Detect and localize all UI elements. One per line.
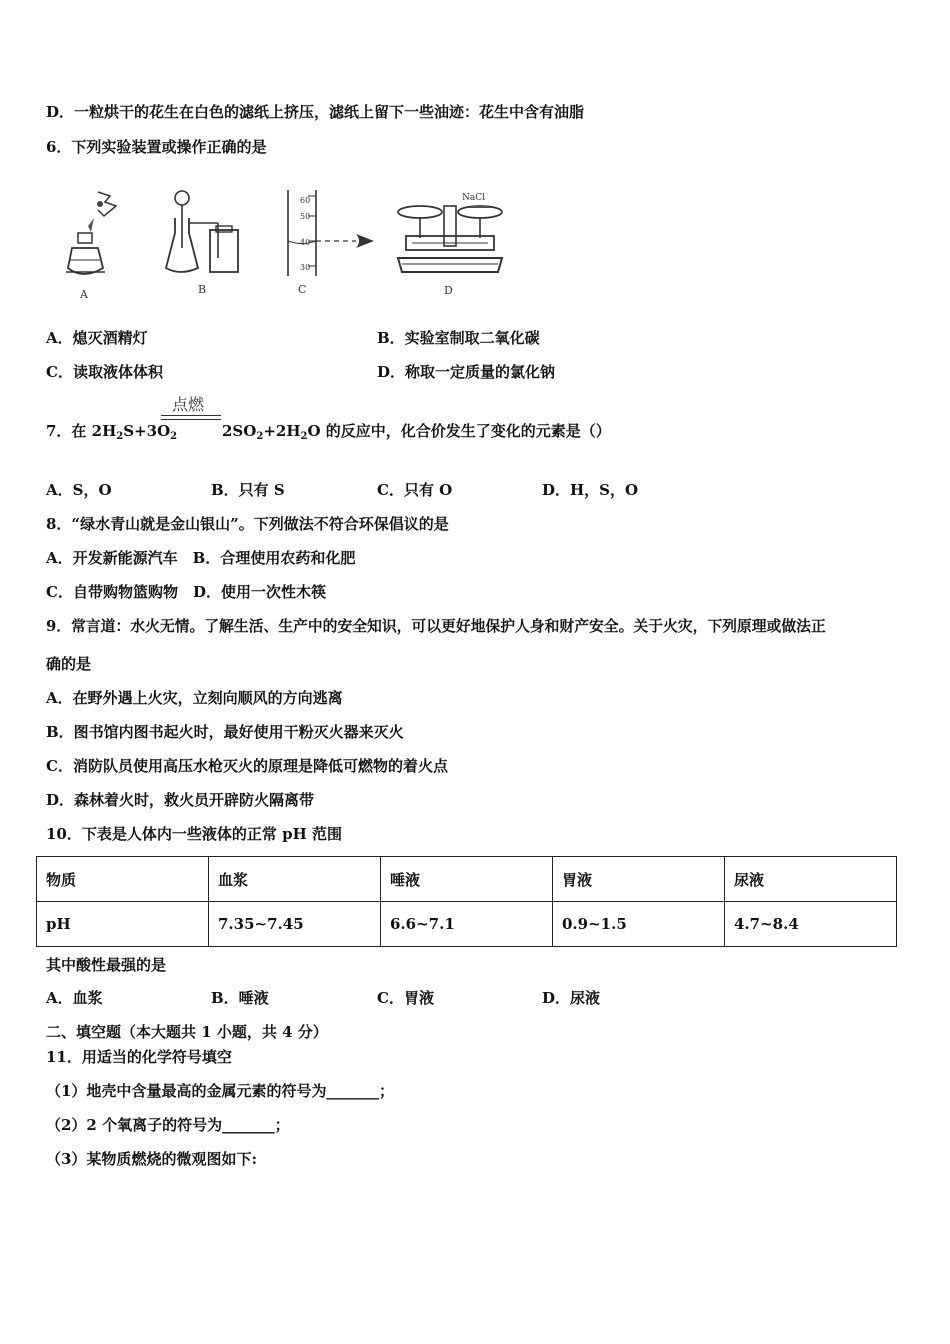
ph-table-header-row xyxy=(37,857,897,902)
figure-c-cylinder xyxy=(282,186,382,281)
ph-table-cell: 6.6~7.1 xyxy=(381,902,553,947)
figure-c-tick-50: 50 xyxy=(300,212,311,221)
q7-reaction-bar-top xyxy=(161,415,221,416)
q11-part2: （2）2 个氧离子的符号为_______； xyxy=(46,1116,290,1134)
ph-table-cell: 7.35~7.45 xyxy=(209,902,381,947)
figure-d-nacl-label: NaCl xyxy=(462,193,486,203)
ph-table xyxy=(36,856,897,947)
q7-stem-right: $2SO_2+2H_2O$ 的反应中，化合价发生了变化的元素是（） xyxy=(222,422,611,442)
q8-options-row1: A．开发新能源汽车 B．合理使用农药和化肥 xyxy=(46,549,356,567)
q7-option-c: C．只有 O xyxy=(377,481,453,499)
q5-option-d: D．一粒烘干的花生在白色的滤纸上挤压，滤纸上留下一些油迹：花生中含有油脂 xyxy=(46,103,585,121)
ph-table-header-cell: 血浆 xyxy=(209,857,381,902)
figure-a-alcohol-lamp xyxy=(58,188,123,283)
q11-part3: （3）某物质燃烧的微观图如下: xyxy=(46,1150,257,1168)
q10-option-b: B．唾液 xyxy=(211,989,269,1007)
ph-table-row xyxy=(37,902,897,947)
figure-c-tick-60: 60 xyxy=(300,196,311,205)
q7-suffix: 的反应中，化合价发生了变化的元素是（） xyxy=(325,422,611,440)
q7-reaction-bar-bottom xyxy=(161,419,221,420)
q9-option-a: A．在野外遇上火灾，立刻向顺风的方向逃离 xyxy=(46,689,343,707)
q10-option-d: D．尿液 xyxy=(542,989,601,1007)
q7-option-b: B．只有 S xyxy=(211,481,285,499)
figure-c-tick-30: 30 xyxy=(300,263,311,272)
figure-b-gas-apparatus xyxy=(160,188,245,283)
q9-option-c: C．消防队员使用高压水枪灭火的原理是降低可燃物的着火点 xyxy=(46,757,448,775)
figure-c-tick-40: 40 xyxy=(300,238,311,247)
figure-c-label: C xyxy=(298,283,307,296)
figure-b-label: B xyxy=(198,283,207,296)
q11-stem: 11．用适当的化学符号填空 xyxy=(46,1048,232,1066)
q7-prefix: 7．在 2H xyxy=(46,422,117,440)
q7-stem-left: 7．在 $2H_2S+3O_2$ xyxy=(46,422,178,442)
q6-option-a: A．熄灭酒精灯 xyxy=(46,329,148,347)
q9-stem-line1: 9．常言道：水火无情。了解生活、生产中的安全知识，可以更好地保护人身和财产安全。关于火灾，下列原理或做法正 xyxy=(46,618,826,635)
q10-stem: 10．下表是人体内一些液体的正常 pH 范围 xyxy=(46,825,342,843)
ph-table-header-cell: 物质 xyxy=(37,857,209,902)
q7-products: 2SO xyxy=(222,422,257,440)
q6-option-d: D．称取一定质量的氯化钠 xyxy=(377,363,556,381)
figure-d-label: D xyxy=(444,284,453,297)
q7-option-d: D．H，S，O xyxy=(542,481,639,499)
q8-options-row2: C．自带购物篮购物 D．使用一次性木筷 xyxy=(46,583,326,601)
q9-option-b: B．图书馆内图书起火时，最好使用干粉灭火器来灭火 xyxy=(46,723,404,741)
ph-table-header-cell: 尿液 xyxy=(725,857,897,902)
q6-stem: 6．下列实验装置或操作正确的是 xyxy=(46,138,267,156)
q6-option-c: C．读取液体体积 xyxy=(46,363,163,381)
ph-table-cell: 0.9~1.5 xyxy=(553,902,725,947)
ph-table-header-cell: 唾液 xyxy=(381,857,553,902)
q9-stem-line2: 确的是 xyxy=(46,655,92,673)
q7-reaction-condition: 点燃 xyxy=(172,395,205,414)
q6-option-b: B．实验室制取二氧化碳 xyxy=(377,329,540,347)
q8-stem: 8．“绿水青山就是金山银山”。下列做法不符合环保倡议的是 xyxy=(46,515,449,533)
q10-after-table: 其中酸性最强的是 xyxy=(46,956,167,974)
ph-table-cell: 4.7~8.4 xyxy=(725,902,897,947)
figure-a-label: A xyxy=(80,288,88,301)
figure-d-balance xyxy=(392,188,507,283)
ph-table-cell: pH xyxy=(37,902,209,947)
ph-table-header-cell: 胃液 xyxy=(553,857,725,902)
q11-part1: （1）地壳中含量最高的金属元素的符号为_______； xyxy=(46,1082,394,1100)
q10-option-c: C．胃液 xyxy=(377,989,434,1007)
q9-option-d: D．森林着火时，救火员开辟防火隔离带 xyxy=(46,791,315,809)
q7-option-a: A．S，O xyxy=(46,481,112,499)
section-2-heading: 二、填空题（本大题共 1 小题，共 4 分） xyxy=(46,1023,328,1041)
q10-option-a: A．血浆 xyxy=(46,989,103,1007)
